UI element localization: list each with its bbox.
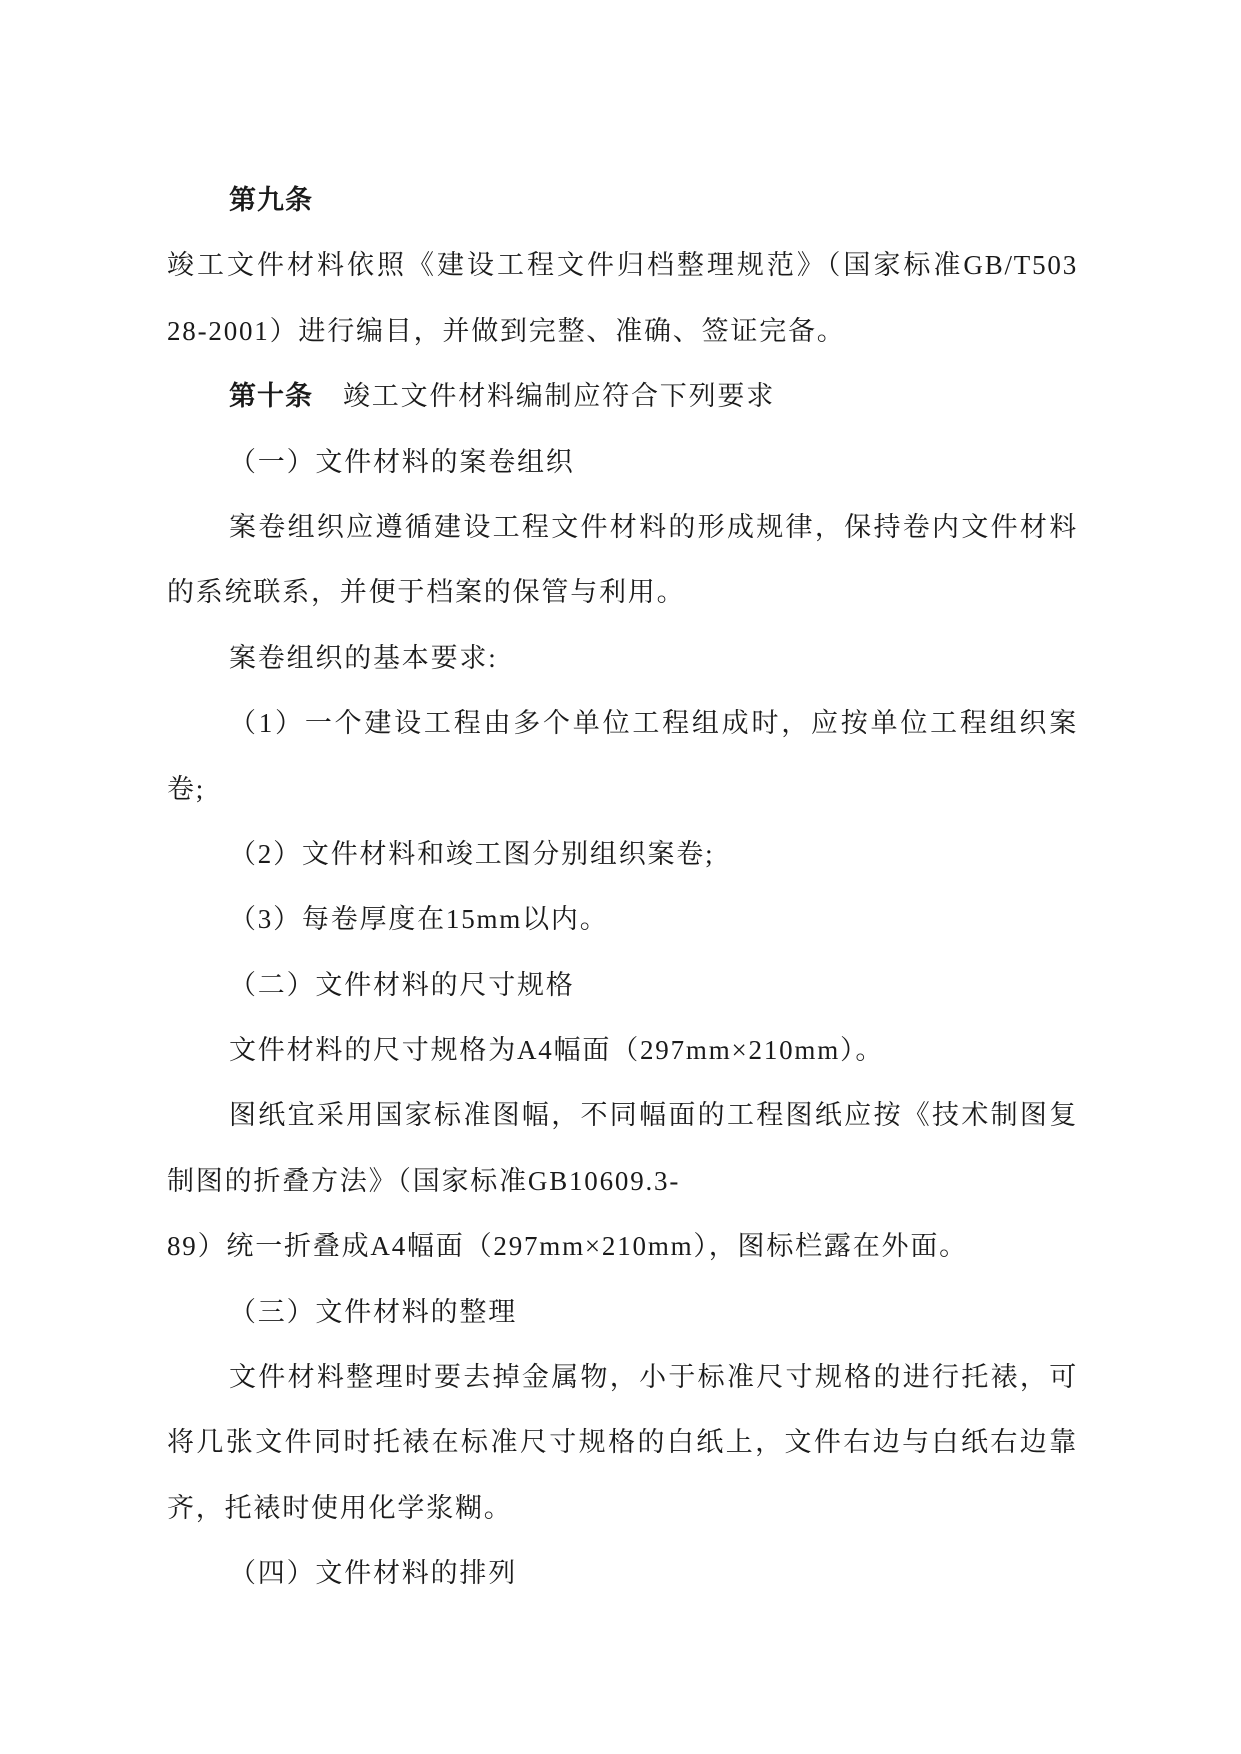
article-10-title: 竣工文件材料编制应符合下列要求 <box>343 381 775 412</box>
paragraph-line: 89）统一折叠成A4幅面（297mm×210mm），图标栏露在外面。 <box>167 1231 968 1262</box>
paragraph-line: 图纸宜采用国家标准图幅，不同幅面的工程图纸应按《技术制图复 <box>229 1100 1078 1131</box>
article-9-line: 28-2001）进行编目，并做到完整、准确、签证完备。 <box>167 315 846 346</box>
paragraph-line: 的系统联系，并便于档案的保管与利用。 <box>167 577 686 608</box>
document-body <box>167 168 1078 1607</box>
section-heading-1: （一）文件材料的案卷组织 <box>229 446 575 477</box>
article-9-line: 竣工文件材料依照《建设工程文件归档整理规范》（国家标准GB/T503 <box>167 250 1078 281</box>
paragraph-line: 齐，托裱时使用化学浆糊。 <box>167 1492 513 1523</box>
list-item-2: （2）文件材料和竣工图分别组织案卷; <box>229 838 715 869</box>
article-9-heading-line <box>167 168 1078 233</box>
paragraph-line: 文件材料整理时要去掉金属物，小于标准尺寸规格的进行托裱，可 <box>229 1362 1078 1393</box>
list-item-1: （1）一个建设工程由多个单位工程组成时，应按单位工程组织案 <box>229 708 1078 739</box>
paragraph-line: 案卷组织应遵循建设工程文件材料的形成规律，保持卷内文件材料 <box>229 511 1078 542</box>
list-item-1-continued: 卷; <box>167 773 206 804</box>
section-heading-3: （三）文件材料的整理 <box>229 1296 517 1327</box>
list-item-3: （3）每卷厚度在15mm以内。 <box>229 904 609 935</box>
article-9-heading: 第九条 <box>229 185 313 216</box>
section-heading-2: （二）文件材料的尺寸规格 <box>229 969 575 1000</box>
section-heading-4: （四）文件材料的排列 <box>229 1558 517 1589</box>
article-10-heading-line <box>167 364 1078 429</box>
paragraph-line: 制图的折叠方法》（国家标准GB10609.3- <box>167 1165 681 1196</box>
article-10-heading: 第十条 <box>229 381 313 413</box>
paragraph-line: 文件材料的尺寸规格为A4幅面（297mm×210mm）。 <box>229 1035 885 1066</box>
paragraph-line: 将几张文件同时托裱在标准尺寸规格的白纸上，文件右边与白纸右边靠 <box>167 1427 1078 1458</box>
paragraph-line: 案卷组织的基本要求: <box>229 642 498 673</box>
